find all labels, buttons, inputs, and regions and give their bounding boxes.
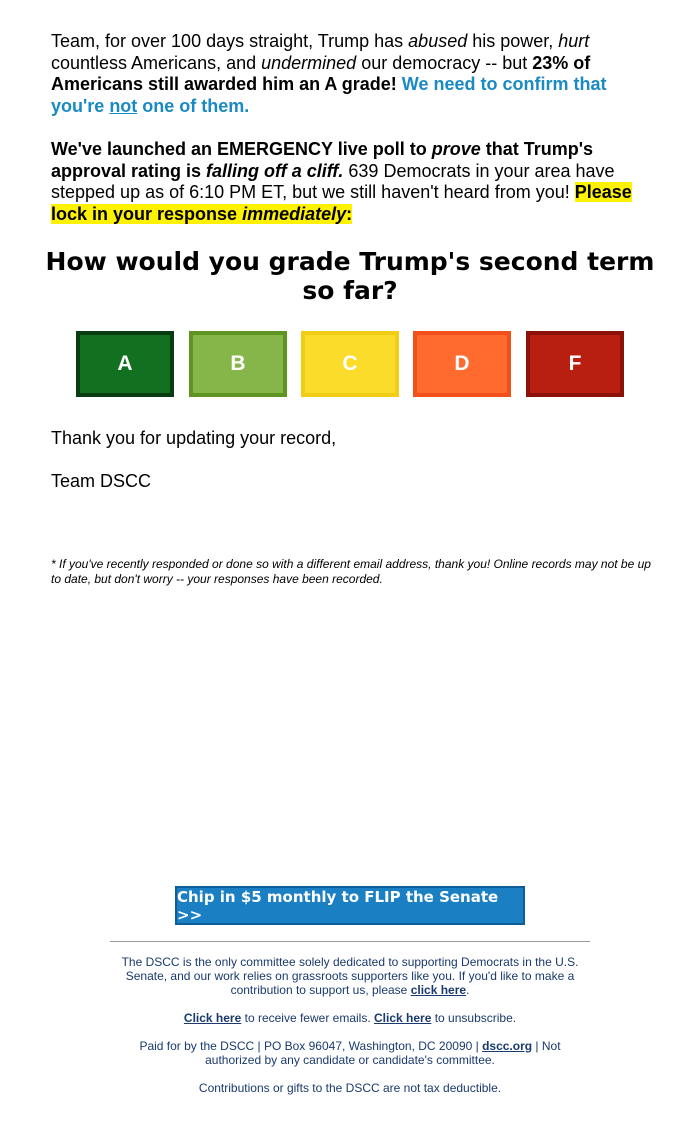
- intro-stat: 23% of Americans still awarded him an A grade!: [51, 52, 591, 94]
- intro-text: his power,: [467, 31, 559, 51]
- signature: Team DSCC: [51, 471, 152, 491]
- footer-email-prefs: Click here to receive fewer emails. Click here to unsubscribe.: [183, 1011, 517, 1025]
- intro-emphasis-hurt: hurt: [558, 31, 590, 51]
- grade-options: [76, 331, 626, 397]
- intro-text: countless Americans, and: [51, 52, 262, 73]
- poll-intro-text: 639 Democrats in your area have stepped up as of 6:10 PM ET, but we still haven't heard from you!: [51, 160, 615, 202]
- grade-c-button[interactable]: C: [301, 331, 399, 397]
- grade-b-button[interactable]: B: [189, 331, 287, 397]
- intro-paragraph: [51, 31, 651, 117]
- poll-intro-highlight: Please lock in your response immediately:: [51, 182, 632, 224]
- poll-intro-bold: We've launched an EMERGENCY live poll to: [51, 139, 432, 159]
- dscc-site-link[interactable]: dscc.org: [482, 1039, 533, 1053]
- intro-text: Team, for over 100 days straight, Trump has: [51, 31, 409, 51]
- grade-a-button[interactable]: A: [76, 331, 174, 397]
- poll-intro-bold: that Trump's approval rating is: [51, 139, 594, 181]
- poll-intro-paragraph: [51, 139, 651, 225]
- grade-f-button[interactable]: F: [526, 331, 624, 397]
- fewer-emails-link[interactable]: Click here: [183, 1011, 242, 1025]
- footer-tax-notice: Contributions or gifts to the DSCC are not tax deductible.: [198, 1081, 502, 1095]
- intro-callout: We need to confirm that you're not one of them.: [51, 74, 607, 116]
- footer-about: The DSCC is the only committee solely dedicated to supporting Democrats in the U.S. Senate, and our work relies on grassroots supporters like you. If you'd like to make a contribution to support us, please click here.: [121, 955, 579, 997]
- donate-button[interactable]: Chip in $5 monthly to FLIP the Senate >>: [175, 886, 525, 925]
- footer-paid-for: Paid for by the DSCC | PO Box 96047, Washington, DC 20090 | dscc.org | Not authorized by any candidate or candidate's committee.: [139, 1039, 561, 1067]
- grade-d-button[interactable]: D: [413, 331, 511, 397]
- poll-intro-emphasis-immediately: immediately: [242, 203, 347, 224]
- footnote: * If you've recently responded or done so with a different email address, thank you! Online records may not be up to date, but don't worry -- your responses have been recorded.: [51, 557, 651, 586]
- unsubscribe-link[interactable]: Click here: [374, 1011, 432, 1025]
- poll-intro-emphasis-cliff: falling off a cliff.: [206, 160, 344, 181]
- intro-emphasis-undermined: undermined: [261, 52, 357, 73]
- intro-emphasis-abused: abused: [408, 31, 468, 51]
- intro-text: our democracy -- but: [356, 52, 533, 73]
- poll-question: How would you grade Trump's second term so far?: [45, 247, 655, 305]
- contribute-link[interactable]: click here: [410, 983, 467, 997]
- closing-thanks: Thank you for updating your record,: [51, 428, 337, 448]
- intro-callout-not: not: [109, 95, 138, 116]
- poll-intro-emphasis-prove: prove: [431, 139, 481, 159]
- footer-divider: [110, 941, 590, 942]
